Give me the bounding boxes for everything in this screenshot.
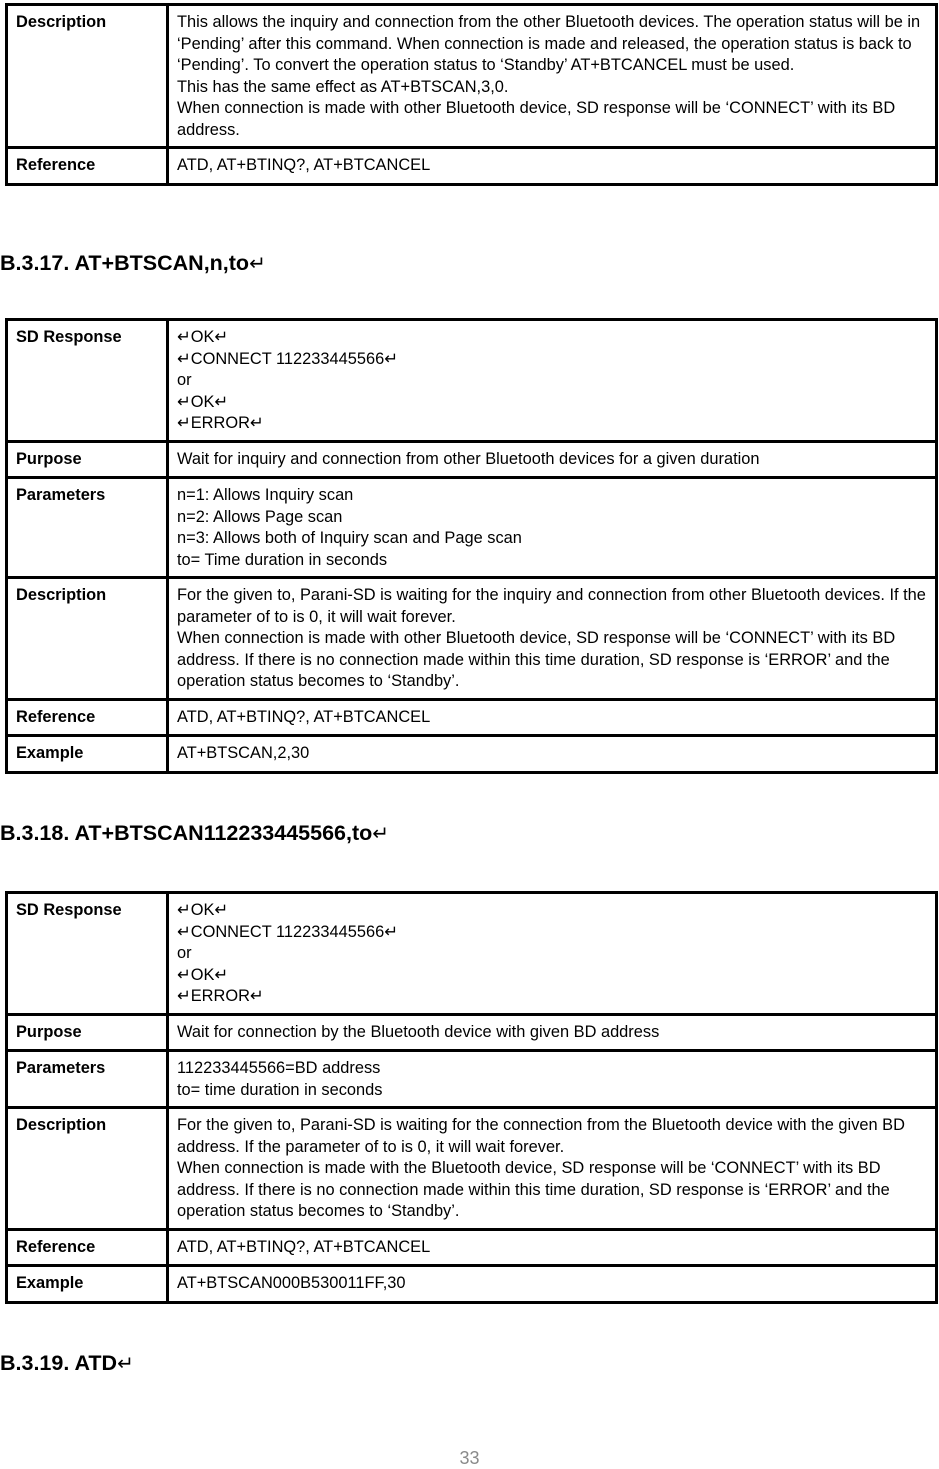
row-value bbox=[168, 578, 937, 700]
value-line: or bbox=[177, 944, 192, 962]
table-row bbox=[7, 1229, 937, 1266]
row-label: Reference bbox=[7, 1229, 168, 1266]
value-line: n=2: Allows Page scan bbox=[177, 507, 343, 526]
table-row bbox=[7, 736, 937, 773]
value-line: ↵OK↵ bbox=[177, 901, 229, 919]
section-heading-b3-19 bbox=[0, 1350, 134, 1377]
table-at-btscan-prev bbox=[5, 3, 938, 186]
value-line: n=3: Allows both of Inquiry scan and Page scan bbox=[177, 529, 522, 547]
value-line: ↵ERROR↵ bbox=[177, 987, 264, 1005]
table-row bbox=[7, 320, 937, 442]
value-line: AT+BTSCAN000B530011FF,30 bbox=[177, 1274, 406, 1292]
section-title: B.3.18. AT+BTSCAN112233445566,to bbox=[0, 821, 373, 845]
return-icon: ↵ bbox=[372, 823, 390, 845]
row-label: Purpose bbox=[7, 441, 168, 478]
table-row bbox=[7, 1051, 937, 1108]
value-line: Wait for inquiry and connection from other Bluetooth devices for a given duration bbox=[177, 449, 760, 468]
row-value bbox=[168, 1266, 937, 1303]
value-line: or bbox=[177, 371, 192, 389]
table-row bbox=[7, 1108, 937, 1230]
value-line: to= time duration in seconds bbox=[177, 1080, 383, 1099]
value-line: For the given to, Parani-SD is waiting for the inquiry and connection from other Bluetooth devices. If the parameter of to is 0, it will wait forever. bbox=[177, 586, 926, 626]
value-line: n=1: Allows Inquiry scan bbox=[177, 486, 354, 504]
section-heading-b3-18 bbox=[0, 820, 389, 847]
row-label: SD Response bbox=[7, 320, 168, 442]
value-line: ATD, AT+BTINQ?, AT+BTCANCEL bbox=[177, 707, 431, 726]
value-line: When connection is made with other Bluetooth device, SD response will be ‘CONNECT’ with its BD address. bbox=[177, 99, 896, 139]
value-line: Wait for connection by the Bluetooth device with given BD address bbox=[177, 1022, 660, 1041]
value-line: AT+BTSCAN,2,30 bbox=[177, 744, 310, 762]
value-line: 112233445566=BD address bbox=[177, 1059, 381, 1077]
value-line: to= Time duration in seconds bbox=[177, 550, 388, 569]
table-row bbox=[7, 699, 937, 736]
row-value bbox=[168, 1229, 937, 1266]
section-title: B.3.19. ATD bbox=[0, 1351, 118, 1375]
value-line: This allows the inquiry and connection from the other Bluetooth devices. The operation status will be in ‘Pending’ after this command. When connection is made and released, the operation status is back to ‘Pending’. To convert the operation status to ‘Standby’ AT+BTCANCEL must be used. bbox=[177, 13, 921, 74]
row-value bbox=[168, 1108, 937, 1230]
return-icon: ↵ bbox=[249, 253, 266, 275]
value-line: ↵OK↵ bbox=[177, 392, 229, 411]
row-value bbox=[168, 1051, 937, 1108]
table-row bbox=[7, 5, 937, 148]
table-row bbox=[7, 1014, 937, 1051]
table-row bbox=[7, 1266, 937, 1303]
value-line: For the given to, Parani-SD is waiting for the connection from the Bluetooth device with the given BD address. If the parameter of to is 0, it will wait forever. bbox=[177, 1116, 905, 1156]
row-label: Description bbox=[7, 1108, 168, 1230]
section-title: B.3.17. AT+BTSCAN,n,to bbox=[0, 251, 250, 275]
row-label: Parameters bbox=[7, 1051, 168, 1108]
page-number: 33 bbox=[459, 1448, 480, 1468]
row-label: Parameters bbox=[7, 478, 168, 578]
value-line: ↵CONNECT 112233445566↵ bbox=[177, 349, 398, 368]
value-line: ↵OK↵ bbox=[177, 965, 229, 984]
row-label: Description bbox=[7, 5, 168, 148]
return-icon: ↵ bbox=[117, 1353, 134, 1375]
value-line: ATD, AT+BTINQ?, AT+BTCANCEL bbox=[177, 1237, 431, 1256]
value-line: ↵CONNECT 112233445566↵ bbox=[177, 922, 398, 941]
value-line: ATD, AT+BTINQ?, AT+BTCANCEL bbox=[177, 156, 431, 174]
section-heading-b3-17 bbox=[0, 250, 266, 277]
value-line: When connection is made with other Bluetooth device, SD response will be ‘CONNECT’ with its BD address. If there is no connection made within this time duration, SD response is ‘ERROR’ and the operation status becomes to ‘Standby’. bbox=[177, 629, 896, 690]
table-at-btscan-n-to bbox=[5, 318, 938, 774]
row-label: Reference bbox=[7, 148, 168, 185]
row-value bbox=[168, 699, 937, 736]
row-value bbox=[168, 441, 937, 478]
value-line: ↵OK↵ bbox=[177, 328, 229, 346]
row-label: Example bbox=[7, 1266, 168, 1303]
table-row bbox=[7, 441, 937, 478]
table-row bbox=[7, 893, 937, 1015]
row-label: Reference bbox=[7, 699, 168, 736]
row-label: Example bbox=[7, 736, 168, 773]
row-value bbox=[168, 148, 937, 185]
row-value bbox=[168, 5, 937, 148]
table-row bbox=[7, 478, 937, 578]
row-label: Description bbox=[7, 578, 168, 700]
table-at-btscan-bdaddr-to bbox=[5, 891, 938, 1304]
table-row bbox=[7, 578, 937, 700]
row-value bbox=[168, 320, 937, 442]
value-line: When connection is made with the Bluetooth device, SD response will be ‘CONNECT’ with its BD address. If there is no connection made within this time duration, SD response is ‘ERROR’ and the operation status becomes to ‘Standby’. bbox=[177, 1159, 890, 1220]
row-value bbox=[168, 478, 937, 578]
value-line: This has the same effect as AT+BTSCAN,3,0. bbox=[177, 77, 509, 96]
row-label: Purpose bbox=[7, 1014, 168, 1051]
row-value bbox=[168, 736, 937, 773]
row-label: SD Response bbox=[7, 893, 168, 1015]
row-value bbox=[168, 893, 937, 1015]
value-line: ↵ERROR↵ bbox=[177, 414, 264, 432]
row-value bbox=[168, 1014, 937, 1051]
table-row bbox=[7, 148, 937, 185]
